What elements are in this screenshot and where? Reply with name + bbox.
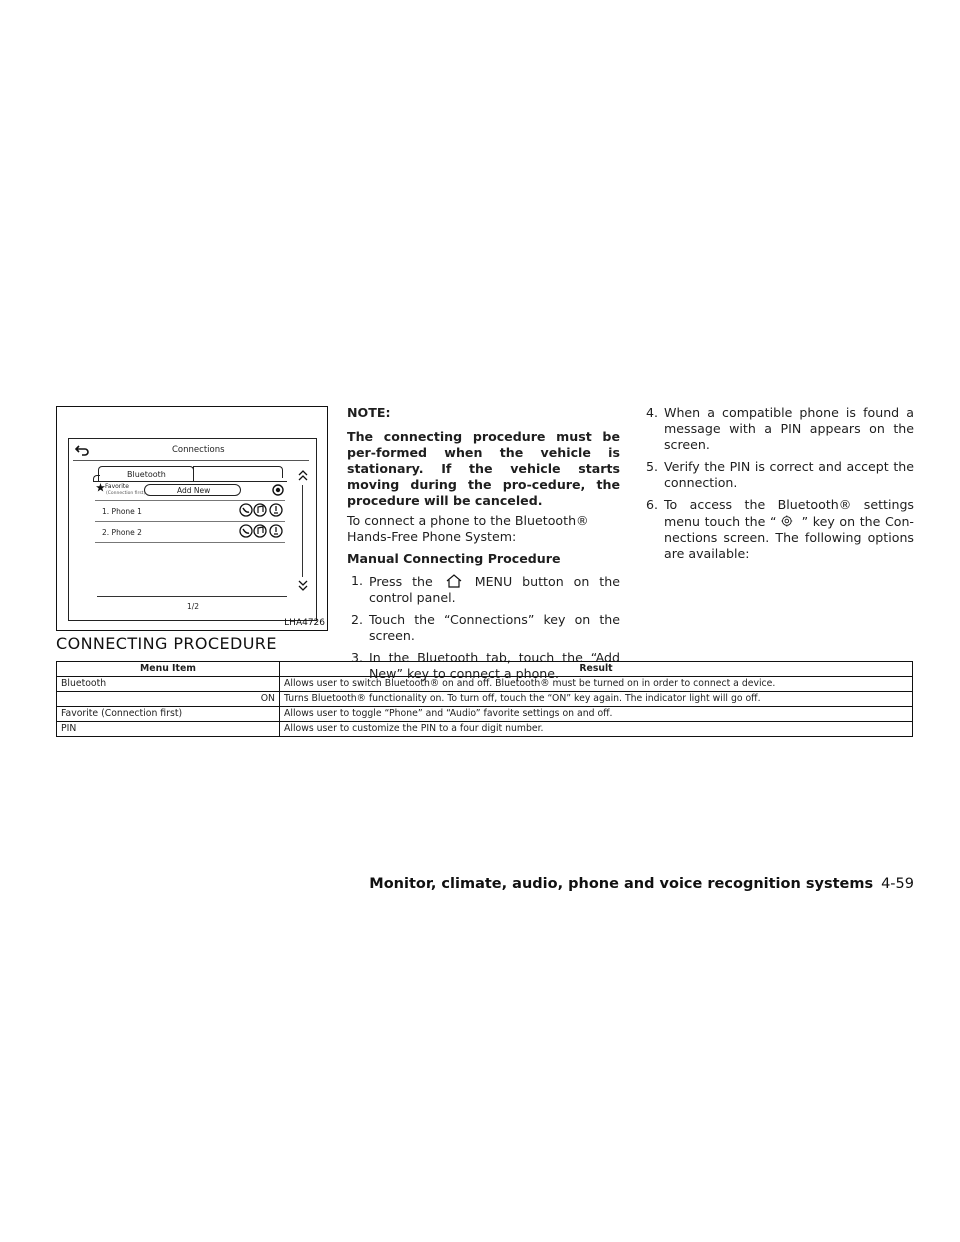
step-4 xyxy=(642,405,914,453)
note-text: The connecting procedure must be per-formed when the vehicle is stationary. If the vehicle starts moving during the pro-cedure, the procedure will be canceled. xyxy=(347,429,620,508)
screen-title: Connections xyxy=(172,445,225,455)
menu-item-cell: Favorite (Connection first) xyxy=(57,707,280,722)
step-number: 4. xyxy=(646,405,659,420)
menu-item-cell: PIN xyxy=(57,722,280,737)
favorite-label: Favorite xyxy=(105,483,129,490)
column-header: Result xyxy=(280,662,913,677)
middle-column xyxy=(347,405,620,688)
display-screen xyxy=(68,438,317,621)
result-cell: Turns Bluetooth® functionality on. To turn off, touch the “ON” key again. The indicator light will go off. xyxy=(280,692,913,707)
row-divider xyxy=(95,521,285,522)
table-row xyxy=(57,722,913,737)
menu-options-table xyxy=(56,661,913,737)
tab-baseline xyxy=(93,481,287,482)
step-2 xyxy=(347,612,620,644)
home-menu-icon xyxy=(443,573,465,589)
star-icon xyxy=(96,483,105,492)
menu-item-cell: ON xyxy=(57,692,280,707)
table-row xyxy=(57,677,913,692)
page-footer xyxy=(369,876,914,892)
right-column xyxy=(642,405,914,568)
step-number: 6. xyxy=(646,497,659,512)
column-header: Menu Item xyxy=(57,662,280,677)
row-divider xyxy=(95,542,285,543)
step-text: In the Bluetooth tab, touch the “Add New” key to connect a phone. xyxy=(369,650,620,681)
favorite-sublabel: (Connection first) xyxy=(106,491,146,496)
step-6 xyxy=(642,497,914,562)
step-5 xyxy=(642,459,914,491)
step-number: 1. xyxy=(351,573,364,588)
bluetooth-tab-label: Bluetooth xyxy=(127,470,166,479)
figure-label: LHA4726 xyxy=(284,618,325,628)
table-row xyxy=(57,707,913,722)
result-cell: Allows user to switch Bluetooth® on and off. Bluetooth® must be turned on in order to connect a device. xyxy=(280,677,913,692)
menu-item-cell: Bluetooth xyxy=(57,677,280,692)
step-number: 5. xyxy=(646,459,659,474)
title-divider xyxy=(73,460,309,461)
note-label: NOTE: xyxy=(347,405,391,420)
step-number: 3. xyxy=(351,650,364,665)
phone-2-label[interactable]: 2. Phone 2 xyxy=(102,528,142,537)
intro-text: To connect a phone to the Bluetooth® Hands-Free Phone System: xyxy=(347,513,589,544)
bottom-divider xyxy=(97,596,287,597)
table-row xyxy=(57,692,913,707)
step-text: Verify the PIN is correct and accept the connection. xyxy=(664,459,914,490)
add-new-label: Add New xyxy=(177,486,211,495)
procedure-subheading: Manual Connecting Procedure xyxy=(347,551,561,566)
step-text-before: Press the xyxy=(369,574,433,589)
step-number: 2. xyxy=(351,612,364,627)
step-text-after: ” key on the Con-nections screen. The following options are available: xyxy=(664,514,914,561)
scrollbar-track[interactable] xyxy=(302,485,303,577)
phone-audio-status-icons xyxy=(239,503,285,517)
row-divider xyxy=(95,500,285,501)
step-text-after: MENU button on the control panel. xyxy=(369,574,620,605)
table-header-row xyxy=(57,662,913,677)
result-cell: Allows user to customize the PIN to a four digit number. xyxy=(280,722,913,737)
step-text: Touch the “Connections” key on the screen. xyxy=(369,612,620,643)
footer-section-title: Monitor, climate, audio, phone and voice recognition systems xyxy=(369,876,874,892)
result-cell: Allows user to toggle “Phone” and “Audio” favorite settings on and off. xyxy=(280,707,913,722)
bluetooth-tab[interactable] xyxy=(98,466,194,482)
back-arrow-icon[interactable] xyxy=(75,444,89,456)
step-text: When a compatible phone is found a message with a PIN appears on the screen. xyxy=(664,405,914,452)
scroll-up-icon[interactable] xyxy=(298,469,308,481)
step-text-before: To access the Bluetooth® settings menu touch the “ xyxy=(664,497,914,529)
scroll-down-icon[interactable] xyxy=(298,580,308,592)
phone-audio-status-icons xyxy=(239,524,285,538)
tab-left-curve xyxy=(93,475,100,482)
settings-gear-icon[interactable] xyxy=(272,484,284,496)
phone-1-label[interactable]: 1. Phone 1 xyxy=(102,507,142,516)
step-1 xyxy=(347,573,620,606)
second-tab[interactable] xyxy=(193,466,283,478)
connections-screen-figure xyxy=(56,406,328,631)
section-heading: CONNECTING PROCEDURE xyxy=(56,634,277,653)
page-number: 4-59 xyxy=(881,876,914,892)
page-indicator: 1/2 xyxy=(187,602,200,611)
settings-gear-icon xyxy=(781,513,797,529)
add-new-button[interactable] xyxy=(144,484,241,496)
